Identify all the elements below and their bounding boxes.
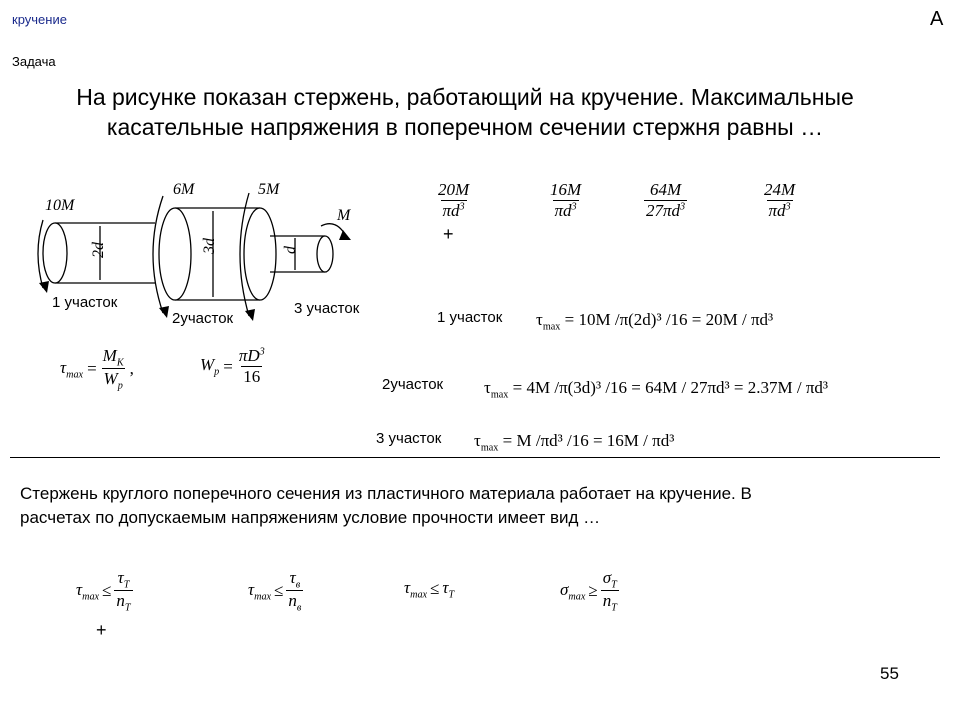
strength-option-2[interactable]: $\tau_{max}$ ≤ $\frac{\tau_в}{n_в}$	[248, 568, 302, 614]
question-line-2: касательные напряжения в поперечном сечении стержня равны …	[106, 114, 824, 140]
formula-tau: $\tau_{max}$ = $\frac{M_K}{W_p}$ ,	[60, 346, 134, 392]
variant-label: А	[930, 8, 944, 30]
correct-mark-2: +	[96, 620, 107, 640]
solution-label-1: 1 участок	[437, 309, 503, 326]
strength-option-3[interactable]: $\tau_{max}$ ≤ $\tau_T$	[404, 578, 455, 601]
section-label-2: 2участок	[172, 310, 234, 327]
tau-symbol: τ	[474, 431, 481, 450]
moment-label-5m: 5M	[258, 181, 280, 198]
tau-symbol: τ	[484, 378, 491, 397]
moment-label-6m: 6M	[173, 181, 195, 198]
task-label: Задача	[12, 54, 56, 69]
moment-label-m: M	[337, 207, 351, 224]
answer-option-4[interactable]: $\frac{24M}{\pi d^3}$	[764, 180, 796, 220]
diameter-label-2d: 2d	[90, 242, 107, 258]
answer-option-3[interactable]: $\frac{64M}{27\pi d^3}$	[646, 180, 686, 220]
page-number: 55	[880, 664, 899, 683]
question-2-line-1: Стержень круглого поперечного сечения из пластичного материала работает на кручение. В	[20, 484, 752, 503]
solution-expr-1: $\tau_{max} = 10M$ /π(2d)³ /16 = 20M / πd³	[536, 310, 774, 333]
diameter-label-3d: 3d	[201, 238, 218, 254]
formula-wp: $W_p$ = $\frac{\pi D^3}{16}$	[200, 346, 265, 386]
solution-label-2: 2участок	[382, 376, 444, 393]
strength-option-4[interactable]: $\sigma_{max}$ ≥ $\frac{\sigma_T}{n_T}$	[560, 568, 617, 614]
question-2-line-2: расчетах по допускаемым напряжениям условие прочности имеет вид …	[20, 508, 601, 527]
topic-label: кручение	[12, 12, 67, 27]
moment-label-10m: 10M	[45, 197, 75, 214]
question-2-text	[20, 482, 950, 530]
answer-option-2[interactable]: $\frac{16M}{\pi d^3}$	[550, 180, 582, 220]
answer-option-1[interactable]: $\frac{20M}{\pi d^3}$	[438, 180, 470, 220]
diameter-label-d: d	[282, 246, 299, 254]
solution-expr-2: $\tau_{max} = 4M$ /π(3d)³ /16 = 64M / 27πd³ = 2.37M / πd³	[484, 378, 829, 401]
correct-mark-1: +	[443, 224, 454, 244]
strength-option-1[interactable]: $\tau_{max}$ ≤ $\frac{\tau_T}{n_T}$	[76, 568, 131, 614]
section-label-1: 1 участок	[52, 294, 118, 311]
answer-options-1	[436, 180, 836, 230]
solution-label-3: 3 участок	[376, 430, 442, 447]
divider	[10, 457, 940, 458]
solution-expr-3: $\tau_{max} = M$ /πd³ /16 = 16M / πd³	[474, 431, 675, 454]
section-label-3: 3 участок	[294, 300, 360, 317]
question-text	[10, 82, 920, 142]
tau-symbol: τ	[536, 310, 543, 329]
question-line-1: На рисунке показан стержень, работающий на кручение. Максимальные	[76, 84, 854, 110]
